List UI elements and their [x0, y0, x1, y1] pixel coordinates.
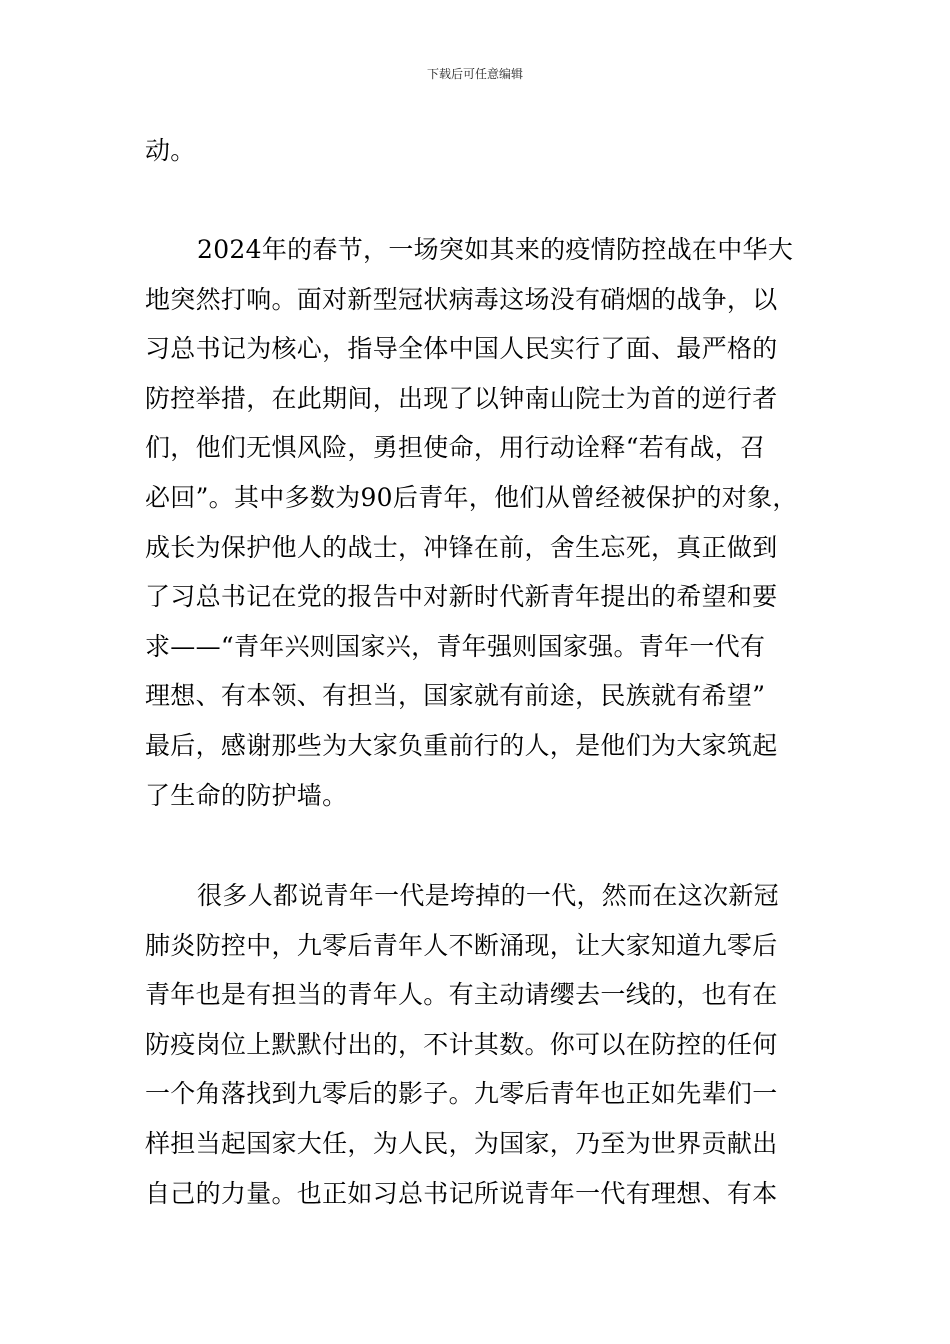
text-line: 了生命的防护墙。	[145, 780, 348, 810]
text-line: 动。	[145, 136, 196, 165]
text-line: 最后，感谢那些为大家负重前行的人，是他们为大家筑起	[145, 730, 778, 760]
paragraph-spring-festival	[145, 225, 809, 820]
text-line: 成长为保护他人的战士，冲锋在前，舍生忘死，真正做到	[145, 532, 778, 562]
text-line: 肺炎防控中，九零后青年人不断涌现，让大家知道九零后	[145, 930, 778, 960]
text-line: 防控举措，在此期间，出现了以钟南山院士为首的逆行者	[145, 383, 778, 413]
text-line: 自己的力量。也正如习总书记所说青年一代有理想、有本	[145, 1178, 778, 1208]
text-line: 习总书记为核心，指导全体中国人民实行了面、最严格的	[145, 334, 778, 364]
paragraph-continuation	[145, 126, 809, 176]
text-line: 求——“青年兴则国家兴，青年强则国家强。青年一代有	[145, 631, 766, 661]
page-header: 下载后可任意编辑	[426, 67, 523, 81]
text-line: 理想、有本领、有担当，国家就有前途，民族就有希望”	[145, 681, 766, 711]
paragraph-youth-generation	[145, 871, 809, 1218]
text-line: 必回”。其中多数为90后青年，他们从曾经被保护的对象，	[145, 482, 798, 512]
text-line: 样担当起国家大任，为人民，为国家，乃至为世界贡献出	[145, 1128, 778, 1158]
text-line: 2024年的春节，一场突如其来的疫情防控战在中华大	[197, 235, 794, 264]
text-line: 很多人都说青年一代是垮掉的一代，然而在这次新冠	[197, 881, 779, 910]
text-line: 青年也是有担当的青年人。有主动请缨去一线的，也有在	[145, 980, 778, 1010]
text-line: 一个角落找到九零后的影子。九零后青年也正如先辈们一	[145, 1079, 778, 1109]
text-line: 地突然打响。面对新型冠状病毒这场没有硝烟的战争，以	[145, 284, 778, 314]
text-line: 们，他们无惧风险，勇担使命，用行动诠释“若有战，召	[145, 433, 766, 463]
text-line: 防疫岗位上默默付出的，不计其数。你可以在防控的任何	[145, 1029, 778, 1059]
text-line: 了习总书记在党的报告中对新时代新青年提出的希望和要	[145, 582, 778, 612]
